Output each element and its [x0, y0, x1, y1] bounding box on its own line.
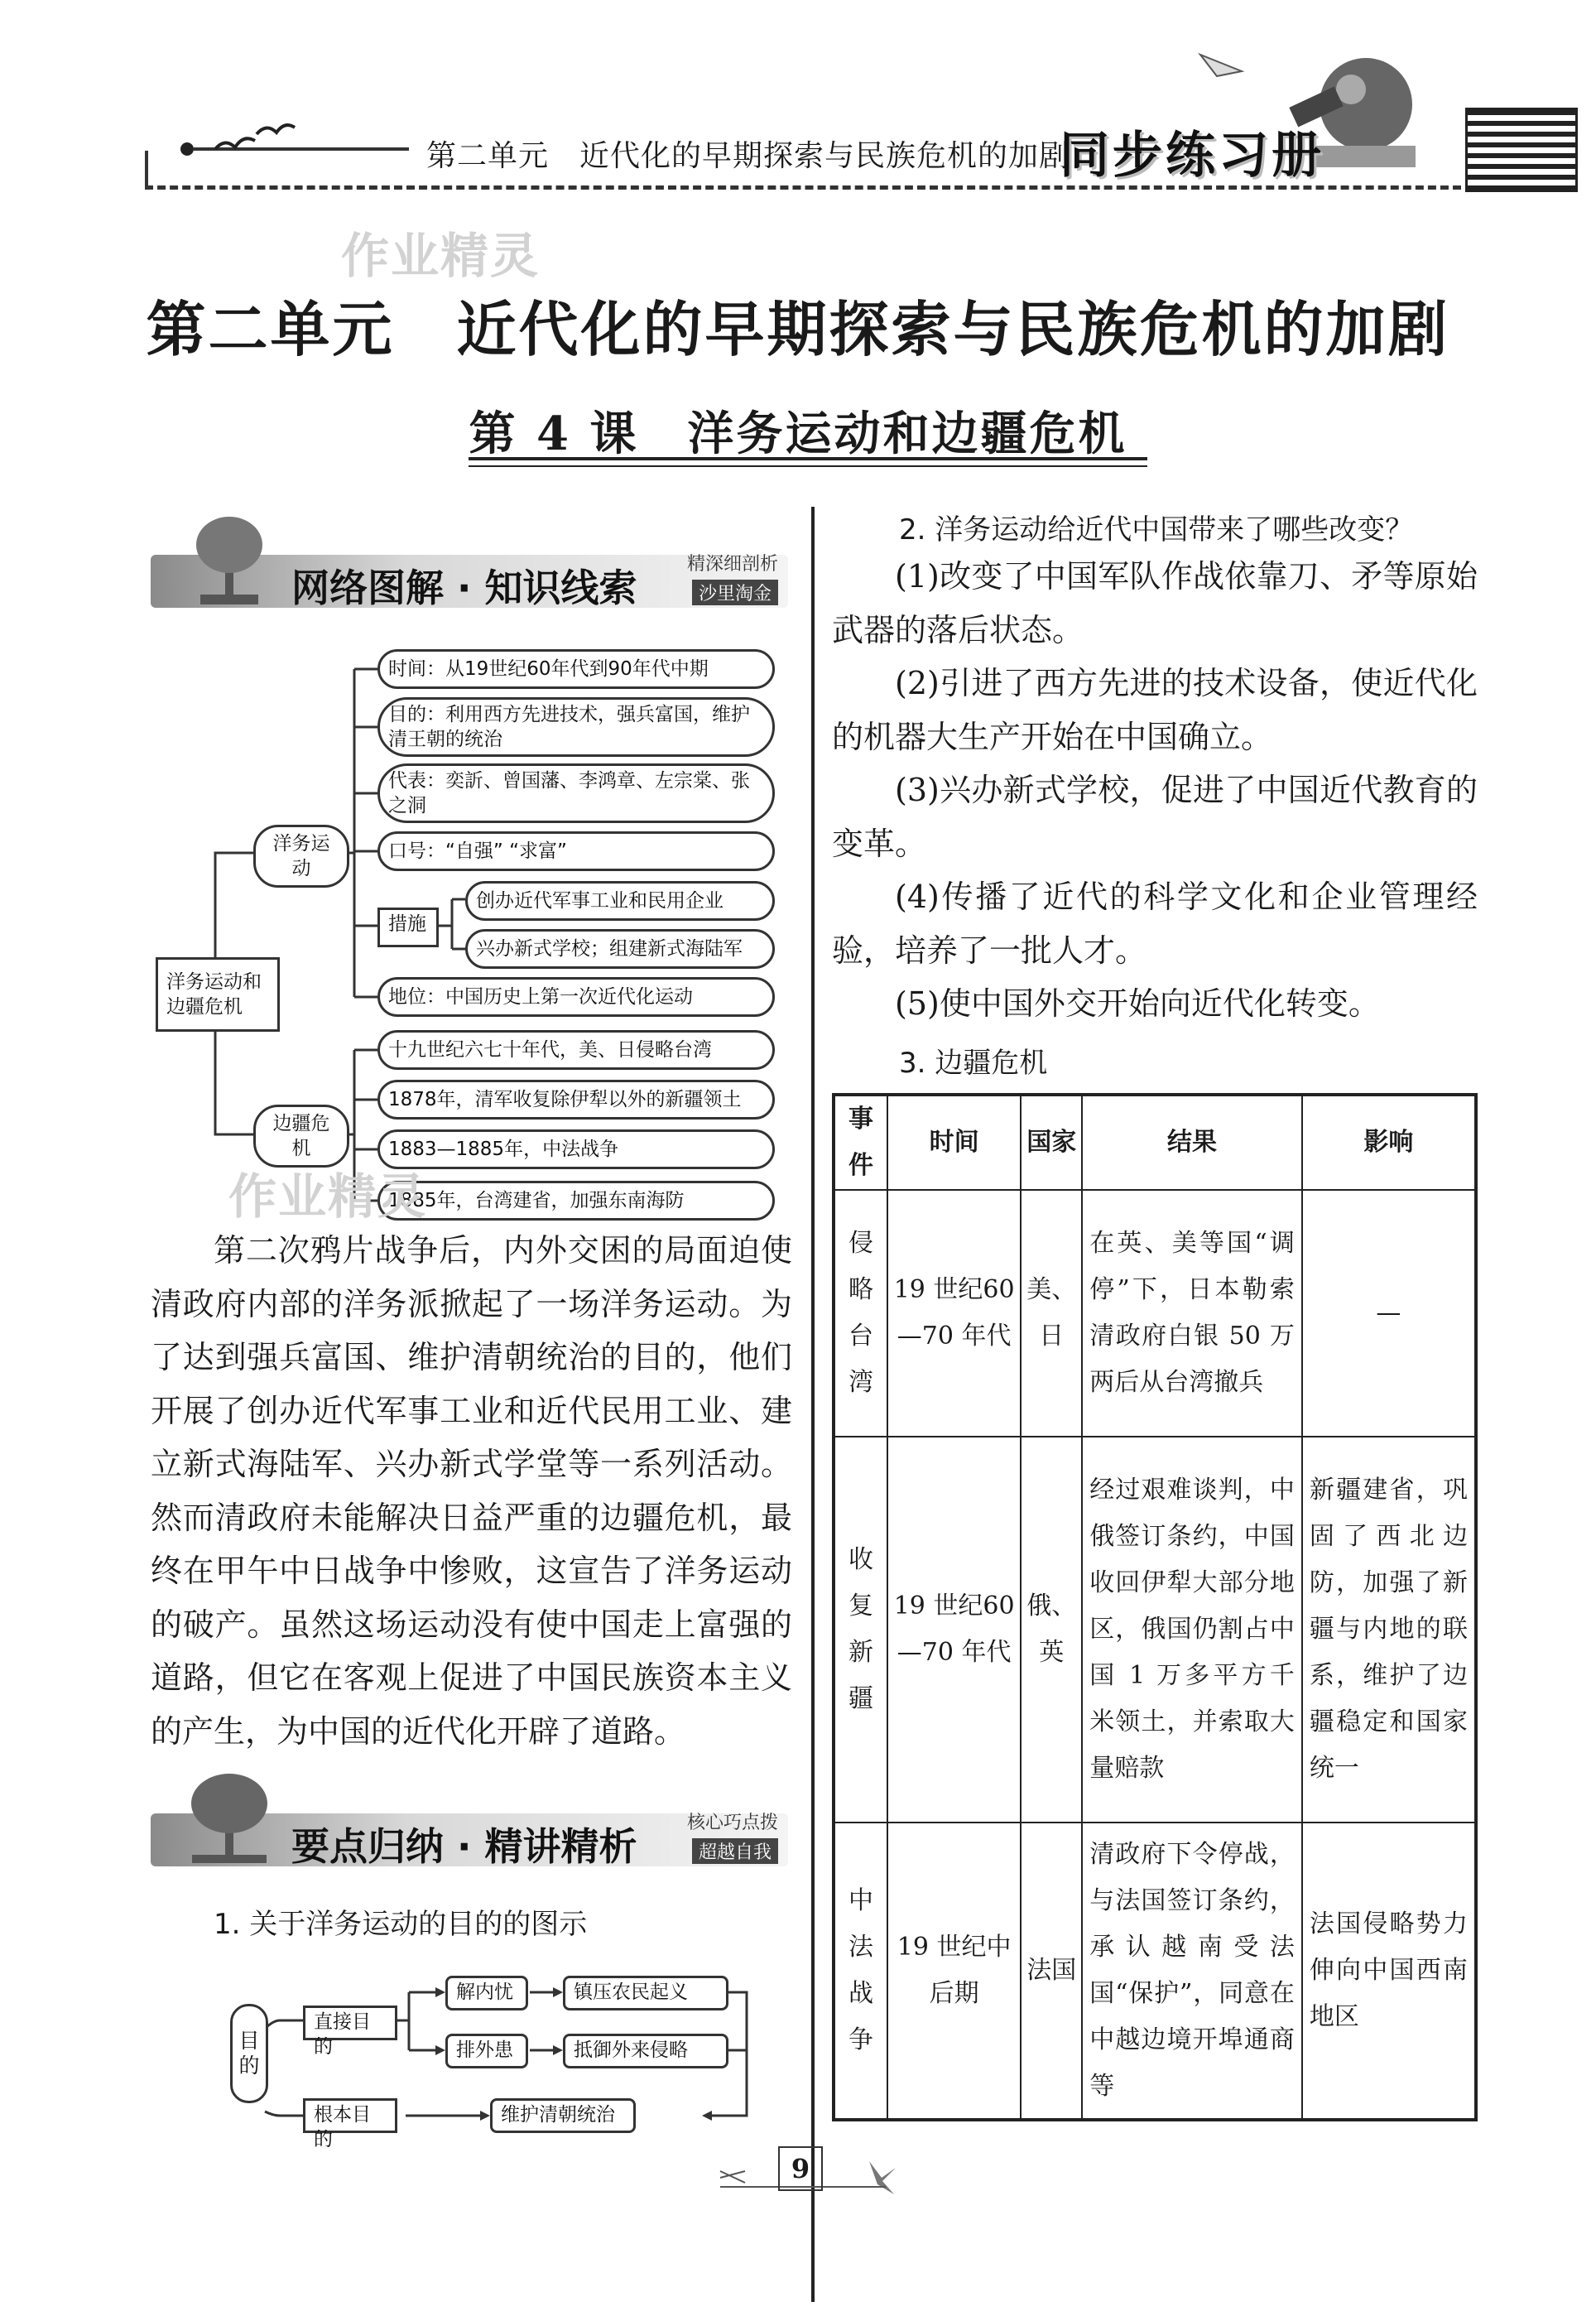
header-dot: [180, 142, 194, 156]
diagram-fundamental-purpose: 根本目的: [303, 2098, 397, 2133]
cell-result: 经过艰难谈判，中俄签订条约，中国收回伊犁大部分地区，俄国仍割占中国 1 万多平方千米领土，并索取大量赔款: [1082, 1437, 1302, 1823]
diagram-outer-threats: 排外患: [445, 2034, 528, 2068]
section-note-bottom: 超越自我: [692, 1838, 778, 1864]
section-banner-keypoints: [151, 1813, 788, 1869]
question-2-title: 2. 洋务运动给近代中国带来了哪些改变？: [899, 513, 1414, 547]
diagram-direct-purpose: 直接目的: [303, 2006, 397, 2040]
cell-impact: 法国侵略势力伸向中国西南地区: [1302, 1823, 1476, 2120]
lesson-title: 第 4 课 洋务运动和边疆危机: [469, 407, 1127, 461]
section-banner-knowledge: [151, 555, 788, 608]
header-rule-vertical: [145, 151, 148, 187]
cell-event: 侵略台湾: [834, 1190, 887, 1437]
cell-time: 19 世纪60—70 年代: [887, 1437, 1021, 1823]
mindmap-branch-border: 边疆危机: [253, 1105, 349, 1168]
col-header-result: 结果: [1082, 1095, 1302, 1190]
col-header-country: 国家: [1021, 1095, 1082, 1190]
cell-time: 19 世纪中后期: [887, 1823, 1021, 2120]
lesson-title-underline: [469, 457, 1147, 460]
cell-country: 美、日: [1021, 1190, 1082, 1437]
answer-item: (4)传播了近代的科学文化和企业管理经验，培养了一批人才。: [832, 879, 1478, 969]
plant-icon: [184, 512, 275, 608]
mindmap-time: 时间：从19世纪60年代到90年代中期: [377, 649, 775, 689]
mindmap-root: 洋务运动和边疆危机: [156, 957, 280, 1032]
section-label: 网络图解 · 知识线索: [291, 566, 637, 610]
answer-item: (1)改变了中国军队作战依靠刀、矛等原始武器的落后状态。: [832, 558, 1478, 648]
diagram-inner-worries: 解内忧: [445, 1976, 528, 2010]
header-stripes: [1465, 108, 1578, 192]
answer-item: (5)使中国外交开始向近代化转变。: [895, 985, 1380, 1022]
section-note-top: 核心巧点拨: [686, 1813, 778, 1833]
diagram-suppress-uprisings: 镇压农民起义: [563, 1976, 728, 2010]
question-3-title: 3. 边疆危机: [899, 1047, 1048, 1080]
mindmap-purpose: 目的：利用西方先进技术，强兵富国，维护清王朝的统治: [377, 697, 775, 757]
question-2-answers: [832, 550, 1478, 1031]
watermark: 作业精灵: [341, 228, 541, 284]
cell-result: 在英、美等国“调停”下，日本勒索清政府白银 50 万两后从台湾撤兵: [1082, 1190, 1302, 1437]
mindmap-border-item: 1885年，台湾建省，加强东南海防: [377, 1181, 775, 1221]
mindmap-border-item: 1878年，清军收复除伊犁以外的新疆领土: [377, 1080, 775, 1120]
mindmap-measure-schools: 兴办新式学校；组建新式海陆军: [465, 929, 775, 969]
col-header-time: 时间: [887, 1095, 1021, 1190]
section-note-bottom: 沙里淘金: [692, 580, 778, 605]
cell-impact: 新疆建省，巩固了西北边防，加强了新疆与内地的联系，维护了边疆稳定和国家统一: [1302, 1437, 1476, 1823]
tree-icon: [184, 1770, 275, 1866]
cell-event: 收复新疆: [834, 1437, 887, 1823]
mindmap-measures: 措施: [377, 908, 439, 947]
mindmap-representatives: 代表：奕訢、曾国藩、李鸿章、左宗棠、张之洞: [377, 763, 775, 823]
running-header-title: 第二单元 近代化的早期探索与民族危机的加剧: [426, 139, 1070, 173]
table-row: [834, 1823, 1476, 2120]
column-divider: [811, 507, 815, 2302]
summary-paragraph: 第二次鸦片战争后，内外交困的局面迫使清政府内部的洋务派掀起了一场洋务运动。为了达到强兵富国、维护清朝统治的目的，他们开展了创办近代军事工业和近代民用工业、建立新式海陆军、兴办新式学堂等一系列活动。然而清政府未能解决日益严重的边疆危机，最终在甲午中日战争中惨败，这宣告了洋务运动的破产。虽然这场运动没有使中国走上富强的道路，但它在客观上促进了中国民族资本主义的产生，为中国的近代化开辟了道路。: [151, 1232, 792, 1750]
answer-item: (3)兴办新式学校，促进了中国近代教育的变革。: [832, 772, 1478, 862]
watermark: 作业精灵: [228, 1168, 428, 1225]
mindmap-slogan: 口号：“自强” “求富”: [377, 831, 775, 871]
cell-result: 清政府下令停战，与法国签订条约，承认越南受法国“保护”，同意在中越边境开埠通商等: [1082, 1823, 1302, 2120]
diagram-root-purpose: 目的: [230, 2004, 268, 2103]
lesson-title-underline-thin: [469, 465, 1147, 467]
section-label: 要点归纳 · 精讲精析: [291, 1824, 637, 1869]
section-note-top: 精深细剖析: [686, 554, 778, 575]
book-title: 同步练习册: [1060, 127, 1324, 185]
mindmap-branch-yangwu: 洋务运动: [253, 825, 349, 888]
cell-time: 19 世纪60—70 年代: [887, 1190, 1021, 1437]
col-header-event: 事件: [834, 1095, 887, 1190]
cell-country: 法国: [1021, 1823, 1082, 2120]
diagram-maintain-rule: 维护清朝统治: [490, 2098, 636, 2133]
birds-icon: [207, 116, 298, 166]
diagram-resist-invasion: 抵御外来侵略: [563, 2034, 728, 2068]
table-row: [834, 1437, 1476, 1823]
unit-title: 第二单元 近代化的早期探索与民族危机的加剧: [146, 295, 1450, 364]
mindmap-status: 地位：中国历史上第一次近代化运动: [377, 977, 775, 1017]
mindmap-border-item: 十九世纪六七十年代，美、日侵略台湾: [377, 1030, 775, 1070]
table-row: [834, 1190, 1476, 1437]
answer-item: (2)引进了西方先进的技术设备，使近代化的机器大生产开始在中国确立。: [832, 665, 1478, 755]
diagram-title: 1. 关于洋务运动的目的的图示: [214, 1908, 588, 1941]
mindmap-measure-industry: 创办近代军事工业和民用企业: [465, 881, 775, 921]
cell-event: 中法战争: [834, 1823, 887, 2120]
col-header-impact: 影响: [1302, 1095, 1476, 1190]
cell-impact: —: [1302, 1190, 1476, 1437]
page-number: 9: [778, 2146, 823, 2191]
table-header-row: [834, 1095, 1476, 1190]
mindmap-border-item: 1883—1885年，中法战争: [377, 1129, 775, 1169]
border-crisis-table: [832, 1093, 1478, 2121]
cell-country: 俄、英: [1021, 1437, 1082, 1823]
